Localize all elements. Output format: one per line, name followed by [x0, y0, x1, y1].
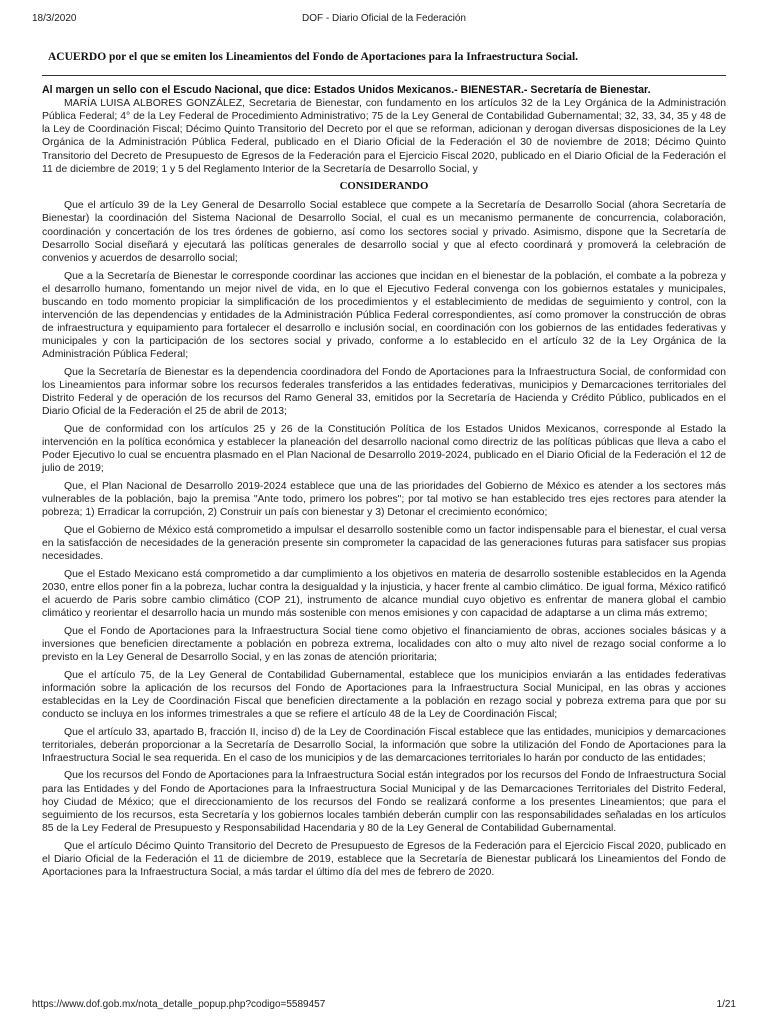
considerando-paragraph: Que el artículo 33, apartado B, fracción II, inciso d) de la Ley de Coordinación Fiscal establece que las entidades, municipios y demarcaciones territoriales, deberán proporcionar a la Secretaría de Desarrollo Social, la información que sobre la utilización del Fondo de Aportaciones para la Infraestructura Social le sea requerida. En el caso de los municipios y de las demarcaciones territoriales lo harán por conducto de las entidades; [42, 726, 726, 764]
considerando-paragraph: Que el Fondo de Aportaciones para la Infraestructura Social tiene como objetivo el financiamiento de obras, acciones sociales básicas y a inversiones que beneficien directamente a población en pobreza extrema, localidades con alto o muy alto nivel de rezago social conforme a lo previsto en la Ley General de Desarrollo Social, y en las zonas de atención prioritaria; [42, 625, 726, 664]
preamble-paragraph: MARÍA LUISA ALBORES GONZÁLEZ, Secretaria de Bienestar, con fundamento en los artículos 32 de la Ley Orgánica de la Administración Pública Federal; 4° de la Ley Federal de Procedimiento Administrativo; 75 de la Ley General de Contabilidad Gubernamental; 32, 33, 34, 35 y 48 de la Ley de Coordinación Fiscal; Décimo Quinto Transitorio del Decreto por el que se reforman, adicionan y derogan diversas disposiciones de la Ley Orgánica de la Administración Pública Federal, publicado en el Diario Oficial de la Federación el 30 de noviembre de 2018; Décimo Quinto Transitorio del Decreto de Presupuesto de Egresos de la Federación para el Ejercicio Fiscal 2020, publicado en el Diario Oficial de la Federación el 11 de diciembre de 2019; 1 y 5 del Reglamento Interior de la Secretaría de Desarrollo Social, y [42, 98, 726, 175]
print-date: 18/3/2020 [32, 13, 77, 24]
considerando-paragraph: Que de conformidad con los artículos 25 y 26 de la Constitución Política de los Estados Unidos Mexicanos, corresponde al Estado la intervención en la política económica y establecer la planeación del desarrollo nacional como directriz de las políticas públicas que lleva a cabo el Poder Ejecutivo lo cual se encuentra plasmado en el Plan Nacional de Desarrollo 2019-2024, publicado en el Diario Oficial de la Federación el 12 de julio de 2019; [42, 424, 726, 475]
considerando-paragraph: Que la Secretaría de Bienestar es la dependencia coordinadora del Fondo de Aportaciones para la Infraestructura Social, de conformidad con los Lineamientos para informar sobre los recursos federales transferidos a las entidades federativas, municipios y Demarcaciones territoriales del Distrito Federal y de operación de los recursos del Ramo General 33, emitidos por la Secretaría de Hacienda y Crédito Público, publicados en el Diario Oficial de la Federación el 25 de abril de 2013; [42, 366, 726, 418]
considerando-paragraph: Que el artículo 39 de la Ley General de Desarrollo Social establece que compete a la Secretaría de Desarrollo Social (ahora Secretaría de Bienestar) la coordinación del Sistema Nacional de Desarrollo Social, el cual es un mecanismo permanente de concurrencia, colaboración, coordinación y concertación de los tres órdenes de gobierno, así como los sectores social y privado. Asimismo, dispone que la Secretaría de Desarrollo Social diseñará y ejecutará las políticas generales de desarrollo social y que al efecto coordinará y promoverá la celebración de convenios y acuerdos de desarrollo social; [42, 200, 726, 264]
page-number: 1/21 [716, 999, 736, 1010]
document-body [42, 50, 726, 884]
document-title: ACUERDO por el que se emiten los Lineamientos del Fondo de Aportaciones para la Infraestructura Social. [48, 51, 579, 63]
print-page-title: DOF - Diario Oficial de la Federación [302, 13, 466, 24]
considerando-paragraph: Que a la Secretaría de Bienestar le corresponde coordinar las acciones que incidan en el bienestar de la población, el combate a la pobreza y el desarrollo humano, fomentando un mejor nivel de vida, en lo que el Ejecutivo Federal convenga con los gobiernos estatales y municipales, buscando en todo momento propiciar la simplificación de los procedimientos y el establecimiento de medidas de seguimiento y control, con la intervención de las dependencias y entidades de la Administración Pública Federal correspondientes, así como promover la construcción de obras de infraestructura y equipamiento para fortalecer el desarrollo e inclusión social, en coordinación con los gobiernos de las entidades federativas y municipales y con la participación de los sectores social y privado, conforme a lo establecido en el artículo 32 de la Ley Orgánica de la Administración Pública Federal; [42, 270, 726, 361]
considerando-paragraph: Que el Gobierno de México está comprometido a impulsar el desarrollo sostenible como un factor indispensable para el bienestar, el cual versa en la satisfacción de necesidades de la generación presente sin comprometer la capacidad de las generaciones futuras para satisfacer sus propias necesidades. [42, 524, 726, 563]
print-header [32, 12, 736, 26]
print-footer [32, 998, 736, 1012]
seal-line: Al margen un sello con el Escudo Nacional, que dice: Estados Unidos Mexicanos.- BIENESTAR.- Secretaría de Bienestar. [42, 84, 651, 96]
considerando-paragraph: Que los recursos del Fondo de Aportaciones para la Infraestructura Social están integrados por los recursos del Fondo de Infraestructura Social para las Entidades y del Fondo de Aportaciones para la Infraestructura Social Municipal y de las Demarcaciones Territoriales del Distrito Federal, hoy Ciudad de México; que el direccionamiento de los recursos del Fondo se realizará conforme a los presentes Lineamientos; que para el seguimiento de los recursos, esta Secretaría y los gobiernos locales también deberán cumplir con las responsabilidades señaladas en los artículos 85 de la Ley Federal de Presupuesto y Responsabilidad Hacendaria y 80 de la Ley General de Contabilidad Gubernamental. [42, 770, 726, 835]
considerando-paragraph: Que, el Plan Nacional de Desarrollo 2019-2024 establece que una de las prioridades del Gobierno de México es atender a los sectores más vulnerables de la población, bajo la premisa "Ante todo, primero los pobres"; por tal motivo se han establecido tres ejes rectores para atender la pobreza; 1) Erradicar la corrupción, 2) Construir un país con bienestar y 3) Detonar el crecimiento económico; [42, 481, 726, 519]
considerando-paragraph: Que el artículo Décimo Quinto Transitorio del Decreto de Presupuesto de Egresos de la Federación para el Ejercicio Fiscal 2020, publicado en el Diario Oficial de la Federación el 11 de diciembre de 2019, establece que la Secretaría de Bienestar publicará los Lineamientos del Fondo de Aportaciones para la Infraestructura Social, a más tardar el último día del mes de febrero de 2020. [42, 840, 726, 878]
considerando-paragraph: Que el artículo 75, de la Ley General de Contabilidad Gubernamental, establece que los municipios enviarán a las entidades federativas información sobre la aplicación de los recursos del Fondo de Aportaciones para la Infraestructura Social Municipal, en las obras y acciones establecidas en la Ley de Coordinación Fiscal que beneficien directamente a la población en rezago social y pobreza extrema para que por su conducto se incluya en los informes trimestrales a que se refiere el artículo 48 de la Ley de Coordinación Fiscal; [42, 669, 726, 721]
source-url: https://www.dof.gob.mx/nota_detalle_popup.php?codigo=5589457 [32, 999, 326, 1010]
title-divider [42, 75, 726, 76]
section-heading: CONSIDERANDO [339, 180, 429, 193]
considerando-paragraph: Que el Estado Mexicano está comprometido a dar cumplimiento a los objetivos en materia de desarrollo sostenible establecidos en la Agenda 2030, entre ellos poner fin a la pobreza, luchar contra la desigualdad y la injusticia, y hacer frente al cambio climático. De igual forma, México ratificó el acuerdo de Paris sobre cambio climático (COP 21), instrumento de alcance mundial cuyo objetivo es enfrentar de manera global el cambio climático y reorientar el desarrollo hacia un mundo más sostenible con menos emisiones y con capacidad de adaptarse a un clima más extremo; [42, 568, 726, 620]
